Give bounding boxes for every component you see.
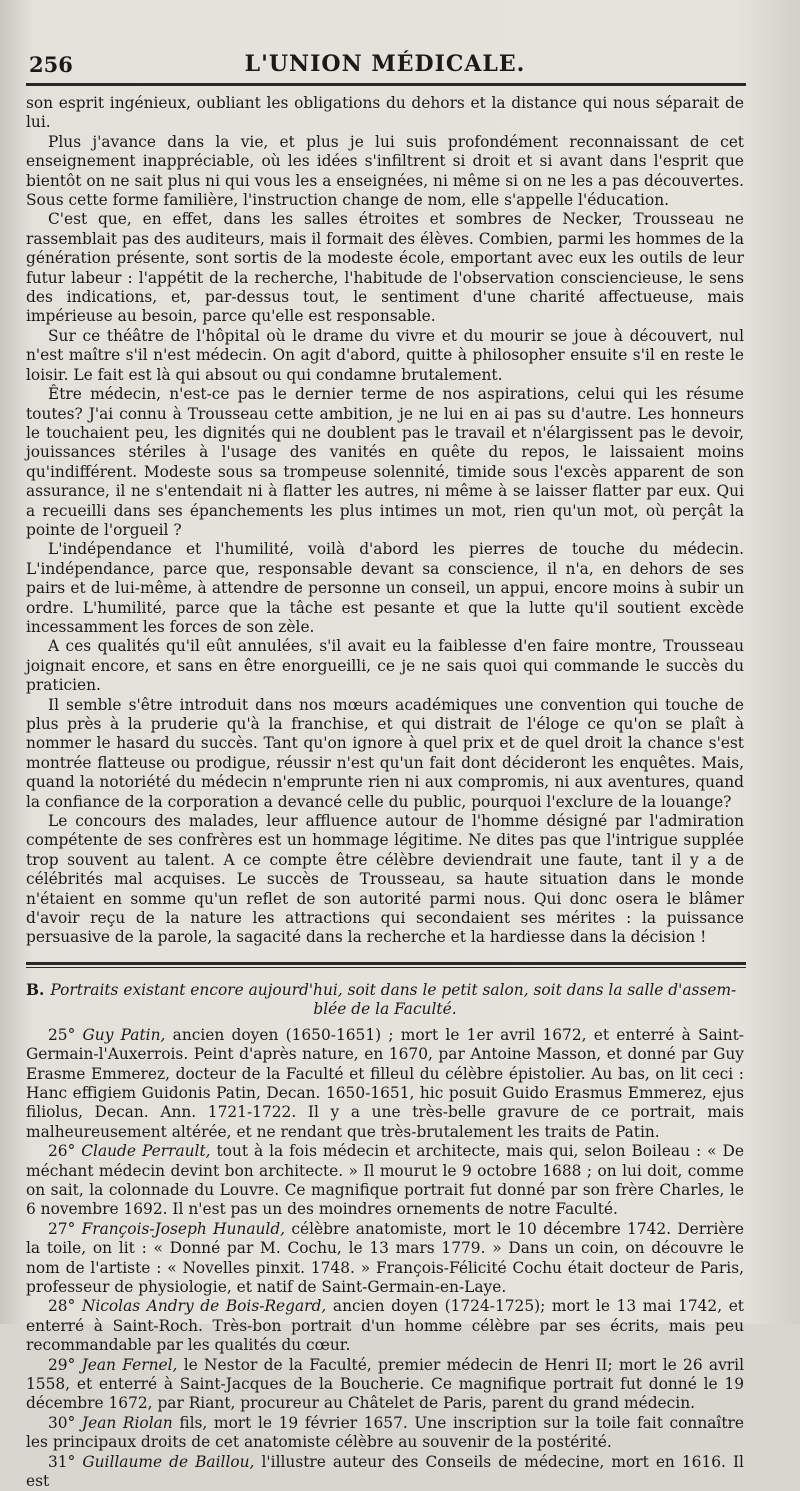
paragraph: Sur ce théâtre de l'hôpital où le drame du vivre et du mourir se joue à découvert, nul n'est maître s'il n'est médecin. On agit d'abord, quitte à philosopher ensuite s'il en reste le loisir. Le fait est là qui absout ou qui condamne brutalement.: [26, 326, 744, 384]
entry-number: 29°: [48, 1355, 76, 1374]
entry-name: Nicolas Andry de Bois-Regard,: [81, 1297, 327, 1316]
portrait-entries: [26, 1026, 744, 1491]
entry-text: ancien doyen (1724-1725); mort le 13 mai 1742, et enterré à Saint-Roch. Très-bon portrait d'un homme célèbre par ses écrits, mais peu recommandable par les qualités du cœur.: [26, 1297, 744, 1355]
entry-name: Guillaume de Baillou,: [82, 1452, 255, 1471]
entry-name: Guy Patin,: [82, 1025, 166, 1044]
list-item: [26, 1142, 744, 1220]
paragraph: A ces qualités qu'il eût annulées, s'il avait eu la faiblesse d'en faire montre, Trousseau joignait encore, et sans en être enorgueilli, ce je ne sais quoi qui commande le succès du praticien.: [26, 637, 744, 695]
entry-number: 28°: [48, 1297, 76, 1316]
entry-text: le Nestor de la Faculté, premier médecin de Henri II; mort le 26 avril 1558, et enterré à Saint-Jacques de la Boucherie. Ce magnifique portrait fut donné le 19 décembre 1672, par Riant, procureur au Châtelet de Paris, parent du grand médecin.: [26, 1355, 744, 1413]
paragraph: Être médecin, n'est-ce pas le dernier terme de nos aspirations, celui qui les résume toutes? J'ai connu à Trousseau cette ambition, je ne lui en ai pas su d'autre. Les honneurs le touchaient peu, les dignités qui ne doublent pas le travail et n'élargissent pas le devoir, jouissances stériles à l'usage des vanités en quête du repos, le laissaient moins qu'indifférent. Modeste sous sa trompeuse solennité, timide sous l'excès apparent de son assurance, il ne s'entendait ni à flatter les autres, ni même à se laisser flatter par eux. Qui a recueilli dans ses épanchements les plus intimes un mot, rien qu'un mot, où perçât la pointe de l'orgueil ?: [26, 385, 744, 539]
body-text: [26, 94, 744, 948]
entry-number: 27°: [48, 1219, 76, 1238]
entry-number: 25°: [48, 1025, 76, 1044]
entry-number: 30°: [48, 1413, 76, 1432]
paragraph: Plus j'avance dans la vie, et plus je lui suis profondément reconnaissant de cet enseignement inappréciable, où les idées s'infiltrent si droit et si avant dans l'esprit que bientôt on ne sait plus ni qui vous les a enseignées, ni même si on ne les a pas découvertes. Sous cette forme familière, l'instruction change de nom, elle s'appelle l'éducation.: [26, 132, 744, 210]
section-letter: B.: [26, 980, 45, 999]
section-heading: [26, 981, 744, 1020]
entry-number: 26°: [48, 1142, 76, 1161]
list-item: [26, 1414, 744, 1453]
section-heading-line1: Portraits existant encore aujourd'hui, soit dans le petit salon, soit dans la salle d'assem-: [50, 980, 737, 999]
entry-name: François-Joseph Hunauld,: [81, 1219, 286, 1238]
list-item: [26, 1220, 744, 1298]
entry-name: Claude Perrault,: [81, 1142, 211, 1161]
entry-name: Jean Riolan: [81, 1413, 173, 1432]
running-title: L'UNION MÉDICALE.: [244, 51, 526, 77]
paragraph: Le concours des malades, leur affluence autour de l'homme désigné par l'admiration compétente de ses confrères est un hommage légitime. Ne dites pas que l'intrigue supplée trop souvent au talent. A ce compte être célèbre deviendrait une faute, tant il y a de célébrités mal acquises. Le succès de Trousseau, sa haute situation dans le monde n'étaient en somme qu'un reflet de son autorité parmi nous. Qui donc osera le blâmer d'avoir reçu de la nature les attractions qui secondaient ses mérites : la puissance persuasive de la parole, la sagacité dans la recherche et la hardiesse dans la décision !: [26, 812, 744, 947]
entry-text: ancien doyen (1650-1651) ; mort le 1er avril 1672, et enterré à Saint-Germain-l'Auxerrois. Peint d'après nature, en 1670, par Antoine Masson, et donné par Guy Erasme Emmerez, docteur de la Faculté et filleul du célèbre épistolier. Au bas, on lit ceci : Hanc effigiem Guidonis Patin, Decan. 1650-1651, hic posuit Guido Erasmus Emmerez, ejus filiolus, Decan. Ann. 1721-1722. Il y a une très-belle gravure de ce portrait, mais malheureusement altérée, et ne rendant que très-brutalement les traits de Patin.: [26, 1025, 744, 1141]
entry-text: l'illustre auteur des Conseils de médecine, mort en 1616. Il est: [26, 1452, 744, 1491]
paragraph: L'indépendance et l'humilité, voilà d'abord les pierres de touche du médecin. L'indépendance, parce que, responsable devant sa conscience, il n'a, en dehors de ses pairs et de lui-même, à attendre de personne un conseil, un appui, encore moins à subir un ordre. L'humilité, parce que la tâche est pesante et que la lutte qu'il soutient excède incessamment les forces de son zèle.: [26, 540, 744, 636]
entry-text: fils, mort le 19 février 1657. Une inscription sur la toile fait connaître les principaux droits de cet anatomiste célèbre au souvenir de la postérité.: [26, 1413, 745, 1452]
paragraph: C'est que, en effet, dans les salles étroites et sombres de Necker, Trousseau ne rassemblait pas des auditeurs, mais il formait des élèves. Combien, parmi les hommes de la génération présente, sont sortis de la modeste école, emportant avec eux les outils de leur futur labeur : l'appétit de la recherche, l'habitude de l'observation consciencieuse, le sens des indications, et, par-dessus tout, le sentiment d'une charité affectueuse, mais impérieuse au besoin, parce qu'elle est responsable.: [26, 210, 744, 326]
entry-name: Jean Fernel,: [81, 1355, 178, 1374]
section-heading-line2: blée de la Faculté.: [313, 1000, 457, 1019]
entry-number: 31°: [48, 1452, 76, 1471]
paragraph: Il semble s'être introduit dans nos mœurs académiques une convention qui touche de plus près à la pruderie qu'à la franchise, et qui distrait de l'éloge ce qu'on se plaît à nommer le hasard du succès. Tant qu'on ignore à quel prix et de quel droit la chance s'est montrée flatteuse ou prodigue, réussir n'est qu'un fait dont décideront les enquêtes. Mais, quand la notoriété du médecin n'emprunte rien ni aux compromis, ni aux aventures, quand la confiance de la corporation a devancé celle du public, pourquoi l'exclure de la louange?: [26, 695, 744, 811]
header-rule: [26, 83, 746, 86]
page-header: [26, 10, 744, 77]
page-number: 256: [29, 52, 73, 77]
section-divider: [26, 962, 746, 968]
paragraph: son esprit ingénieux, oubliant les obligations du dehors et la distance qui nous séparait de lui.: [26, 94, 744, 132]
entry-text: tout à la fois médecin et architecte, mais qui, selon Boileau : « De méchant médecin devint bon architecte. » Il mourut le 9 octobre 1688 ; on lui doit, comme on sait, la colonnade du Louvre. Ce magnifique portrait fut donné par son frère Charles, le 6 novembre 1692. Il n'est pas un des moindres ornements de notre Faculté.: [26, 1142, 744, 1219]
entry-text: célèbre anatomiste, mort le 10 décembre 1742. Derrière la toile, on lit : « Donné par M. Cochu, le 13 mars 1779. » Dans un coin, on découvre le nom de l'artiste : « Novelles pinxit. 1748. » François-Félicité Cochu était docteur de Paris, professeur de physiologie, et natif de Saint-Germain-en-Laye.: [26, 1219, 744, 1296]
list-item: [26, 1453, 744, 1491]
list-item: [26, 1356, 744, 1414]
list-item: [26, 1297, 744, 1355]
list-item: [26, 1026, 744, 1142]
